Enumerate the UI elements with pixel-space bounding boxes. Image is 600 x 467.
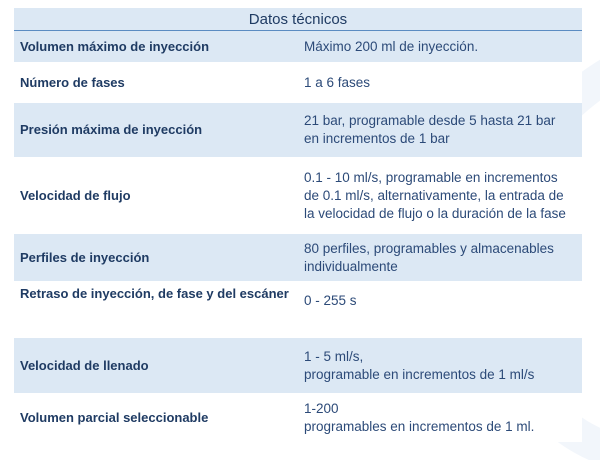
row-value: 0.1 - 10 ml/s, programable en incrementos de 0.1 ml/s, alternativamente, la entrada de la velocidad de flujo o la duración de la fase [298,158,582,234]
table-row [14,338,582,394]
table-title: Datos técnicos [14,8,582,31]
table-row [14,103,582,158]
row-label: Retraso de inyección, de fase y del escáner [14,282,298,338]
table-title-row [14,8,582,31]
table-row [14,31,582,63]
row-value: 80 perfiles, programables y almacenables individualmente [298,234,582,282]
row-value: 0 - 255 s [298,282,582,338]
table-row [14,234,582,282]
row-label: Perfiles de inyección [14,234,298,282]
row-label: Número de fases [14,63,298,103]
row-label: Presión máxima de inyección [14,103,298,158]
row-value: 21 bar, programable desde 5 hasta 21 bar en incrementos de 1 bar [298,103,582,158]
table-row [14,63,582,103]
table-row [14,282,582,338]
row-label: Velocidad de llenado [14,338,298,394]
row-value: 1-200 programables en incrementos de 1 ml. [298,394,582,442]
table-row [14,394,582,442]
technical-data-table [14,8,582,442]
row-label: Velocidad de flujo [14,158,298,234]
row-value: Máximo 200 ml de inyección. [298,31,582,63]
row-label: Volumen parcial seleccionable [14,394,298,442]
row-value: 1 a 6 fases [298,63,582,103]
row-label: Volumen máximo de inyección [14,31,298,63]
table-row [14,158,582,234]
row-value: 1 - 5 ml/s, programable en incrementos de 1 ml/s [298,338,582,394]
